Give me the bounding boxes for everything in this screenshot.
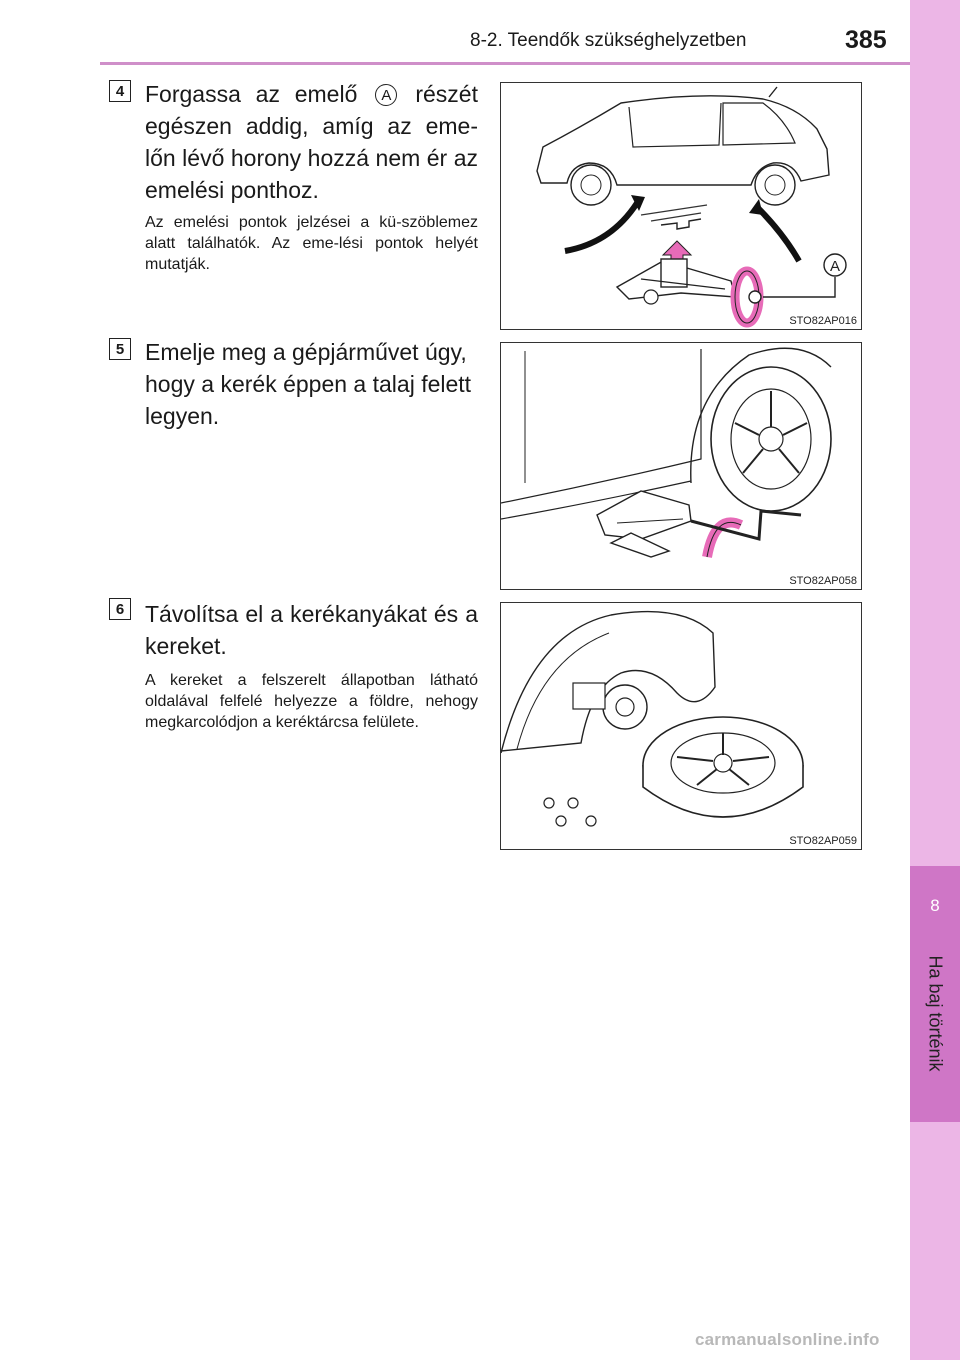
car-jack-illustration xyxy=(501,83,863,331)
step-4-instruction xyxy=(145,78,478,206)
step-6-instruction: Távolítsa el a kerékanyákat és a kereket. xyxy=(145,601,478,659)
footer-watermark: carmanualsonline.info xyxy=(695,1330,880,1349)
raise-vehicle-illustration xyxy=(501,343,863,591)
figure-code: STO82AP058 xyxy=(789,575,857,587)
figure-code: STO82AP016 xyxy=(789,315,857,327)
page-number: 385 xyxy=(845,26,887,54)
step-6-note: A kereket a felszerelt állapotban látható oldalával felfelé helyezze a földre, nehogy megkarcolódjon a keréktárcsa felülete. xyxy=(145,672,478,731)
section-title: 8-2. Teendők szükséghelyzetben xyxy=(470,30,747,51)
chapter-side-tab xyxy=(910,0,960,1360)
figure-code: STO82AP059 xyxy=(789,835,857,847)
header-rule xyxy=(100,62,910,65)
figure-remove-wheel xyxy=(500,602,862,850)
step-4-text-before: Forgassa az emelő xyxy=(145,81,358,107)
step-number-5: 5 xyxy=(109,338,131,360)
step-number-6: 6 xyxy=(109,598,131,620)
figure-callout-a: A xyxy=(829,258,841,275)
step-number-4: 4 xyxy=(109,80,131,102)
figure-raise-vehicle xyxy=(500,342,862,590)
step-4-text-after: részét egészen addig, amíg az eme-lőn lévő horony hozzá nem ér az emelési ponthoz. xyxy=(145,81,478,203)
step-4-note: Az emelési pontok jelzései a kü-szöblemez alatt találhatók. Az eme-lési pontok helyét mutatják. xyxy=(145,214,478,273)
chapter-title: Ha baj történik xyxy=(925,955,946,1072)
remove-wheel-illustration xyxy=(501,603,863,851)
callout-a-marker: A xyxy=(375,84,397,106)
step-5-instruction: Emelje meg a gépjárművet úgy, hogy a kerék éppen a talaj felett legyen. xyxy=(145,339,472,429)
chapter-number: 8 xyxy=(930,896,940,915)
figure-jack-lift-point xyxy=(500,82,862,330)
